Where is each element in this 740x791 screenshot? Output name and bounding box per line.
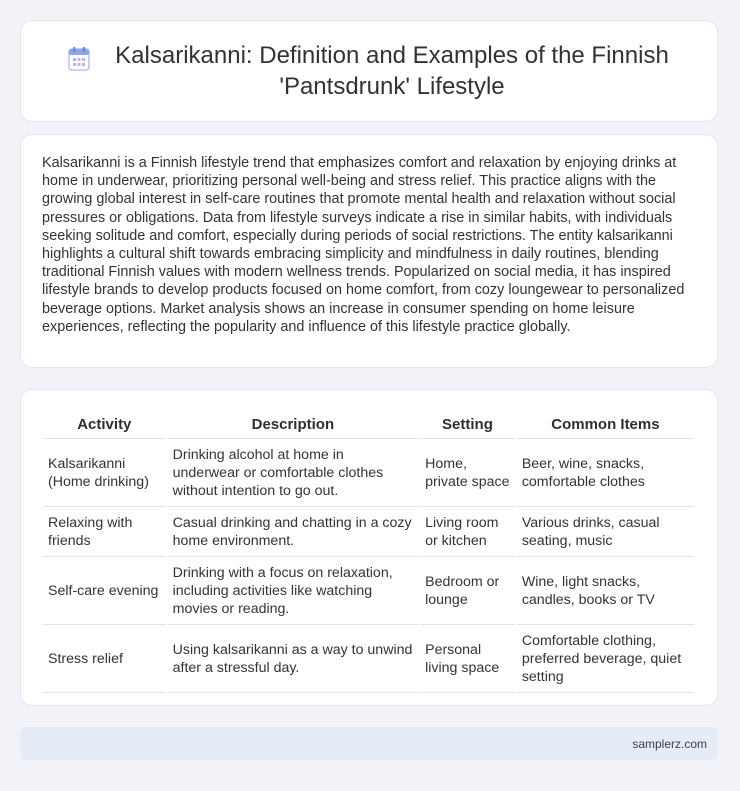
activity-table (41, 412, 696, 693)
table-cell-setting: Personal living space (420, 625, 515, 693)
table-cell-activity: Relaxing with friends (43, 507, 166, 557)
table-cell-description: Drinking alcohol at home in underwear or comfortable clothes without intention to go out. (168, 439, 418, 507)
footer-bar (20, 727, 718, 760)
table-row (43, 439, 694, 507)
table-cell-setting: Home, private space (420, 439, 515, 507)
title-wrap (66, 40, 672, 102)
footer-site-link[interactable]: samplerz.com (632, 736, 707, 751)
column-header-activity: Activity (43, 412, 166, 439)
summary-card (20, 134, 718, 368)
table-cell-activity: Self-care evening (43, 557, 166, 625)
table-cell-setting: Living room or kitchen (420, 507, 515, 557)
table-cell-common-items: Various drinks, casual seating, music (517, 507, 694, 557)
table-row (43, 625, 694, 693)
table-cell-activity: Stress relief (43, 625, 166, 693)
table-cell-common-items: Wine, light snacks, candles, books or TV (517, 557, 694, 625)
table-cell-description: Casual drinking and chatting in a cozy home environment. (168, 507, 418, 557)
column-header-common-items: Common Items (517, 412, 694, 439)
table-cell-description: Using kalsarikanni as a way to unwind after a stressful day. (168, 625, 418, 693)
title-card (20, 20, 718, 122)
table-header-row (43, 412, 694, 439)
column-header-description: Description (168, 412, 418, 439)
column-header-setting: Setting (420, 412, 515, 439)
table-row (43, 507, 694, 557)
table-row (43, 557, 694, 625)
table-cell-common-items: Beer, wine, snacks, comfortable clothes (517, 439, 694, 507)
summary-paragraph: Kalsarikanni is a Finnish lifestyle trend that emphasizes comfort and relaxation by enjoying drinks at home in underwear, prioritizing personal well-being and stress relief. This practice aligns with the growing global interest in self-care routines that promote mental health and relaxation without social pressures or obligations. Data from lifestyle surveys indicate a rise in similar habits, with individuals seeking solitude and comfort, especially during periods of social restrictions. The entity kalsarikanni highlights a cultural shift towards embracing simplicity and mindfulness in daily routines, blending traditional Finnish values with modern wellness trends. Popularized on social media, it has inspired lifestyle brands to develop products focused on home comfort, from cozy loungewear to personalized beverage options. Market analysis shows an increase in consumer spending on home leisure experiences, reflecting the popularity and influence of this lifestyle practice globally. (42, 155, 685, 335)
document-calendar-icon (66, 46, 92, 72)
page-title: Kalsarikanni: Definition and Examples of the Finnish 'Pantsdrunk' Lifestyle (115, 42, 669, 100)
table-cell-setting: Bedroom or lounge (420, 557, 515, 625)
table-cell-description: Drinking with a focus on relaxation, including activities like watching movies or reading. (168, 557, 418, 625)
table-card (20, 389, 718, 706)
table-cell-activity: Kalsarikanni (Home drinking) (43, 439, 166, 507)
table-cell-common-items: Comfortable clothing, preferred beverage, quiet setting (517, 625, 694, 693)
